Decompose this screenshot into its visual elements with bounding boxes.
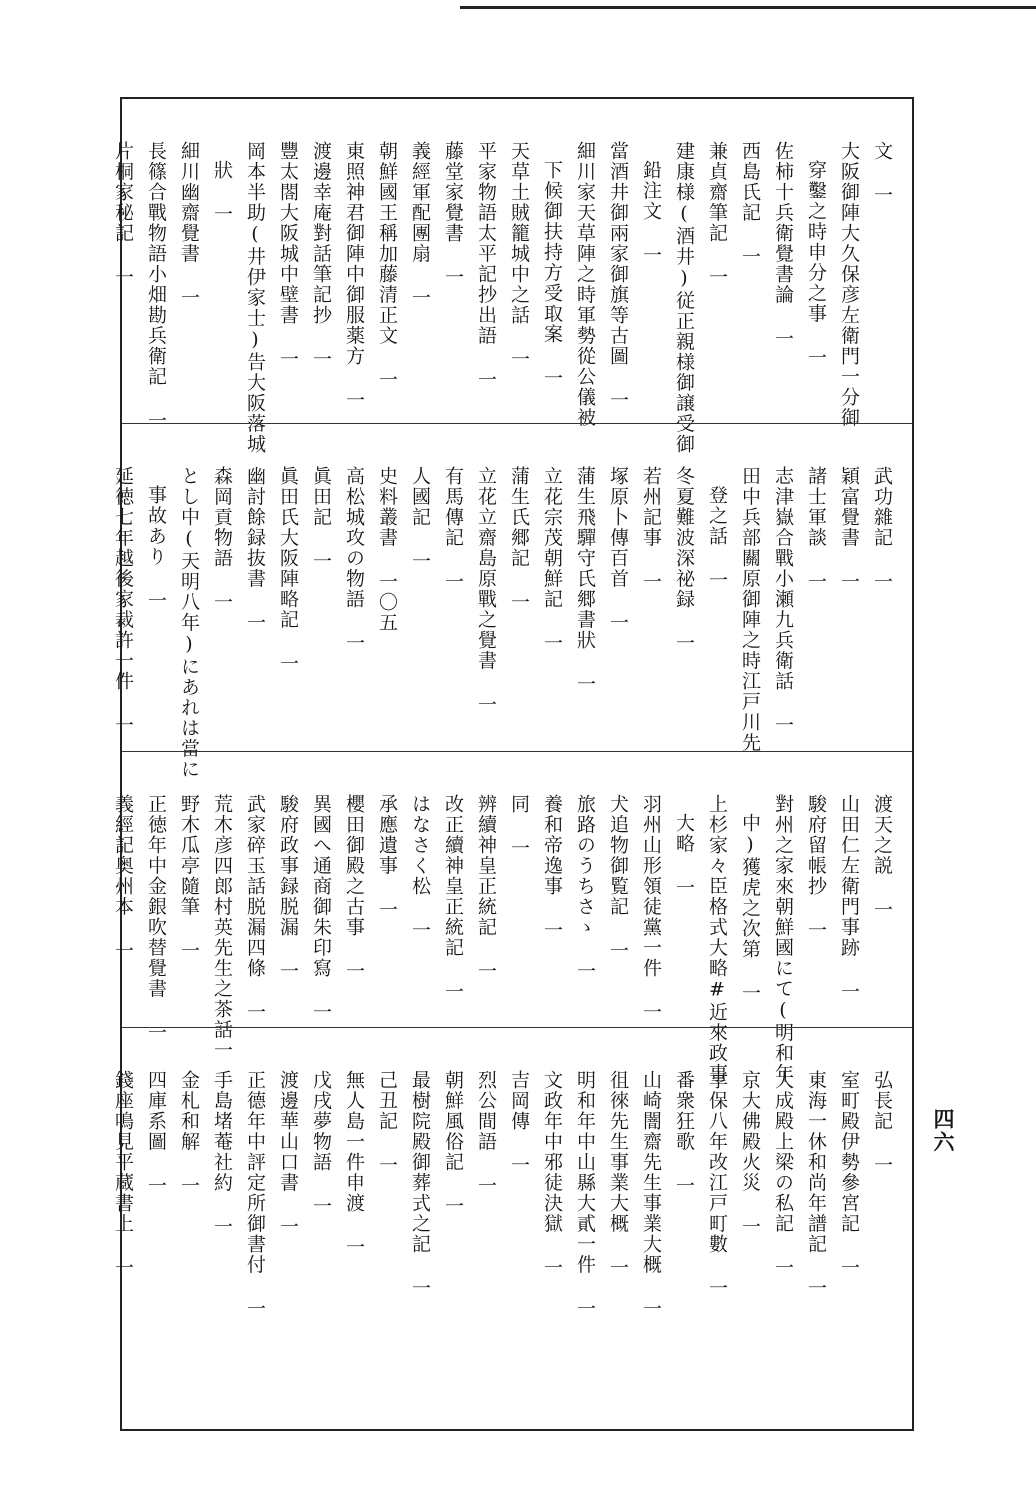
- index-entry: 弘長記 一: [871, 1070, 893, 1176]
- index-entry: 史料叢書 一〇五: [376, 466, 398, 633]
- index-entry: 人國記 一: [409, 466, 431, 572]
- index-entry: 細川幽齋覺書 一: [178, 141, 200, 308]
- index-entry: 狀 一: [211, 160, 233, 225]
- index-frame: [112, 97, 914, 1431]
- index-entry: 同 一: [508, 794, 530, 859]
- index-entry: 異國へ通商御朱印寫 一: [310, 794, 332, 1023]
- index-entry: 徂徠先生事業大概 一: [607, 1070, 629, 1278]
- index-entry: 武功雜記 一: [871, 466, 893, 592]
- index-entry: 四庫系圖 一: [145, 1070, 167, 1196]
- index-entry: 建康様(酒井)従正親様御譲受御: [673, 141, 695, 455]
- index-entry: 正徳年中金銀吹替覺書 一: [145, 794, 167, 1043]
- index-entry: 手島堵菴社約 一: [211, 1070, 233, 1237]
- index-entry: 志津嶽合戰小瀬九兵衛話 一: [772, 466, 794, 736]
- index-entry: 蒲生飛驒守氏郷書狀 一: [574, 466, 596, 695]
- index-entry: 森岡貢物語 一: [211, 466, 233, 613]
- index-entry: 藤堂家覺書 一: [442, 141, 464, 288]
- index-entry: 文 一: [871, 141, 893, 206]
- index-entry: 朝鮮風俗記 一: [442, 1070, 464, 1217]
- index-entry: 立花立齋島原戰之覺書 一: [475, 466, 497, 715]
- index-entry: 眞田氏大阪陣略記 一: [277, 466, 299, 674]
- index-entry: 最樹院殿御葬式之記 一: [409, 1070, 431, 1299]
- index-entry: 岡本半助(井伊家士)告大阪落城: [244, 141, 266, 455]
- index-entry: 對州之家來朝鮮國にて(明和年: [772, 794, 794, 1084]
- index-entry: 塚原卜傳百首 一: [607, 466, 629, 633]
- index-entry: 大略 一: [673, 813, 695, 898]
- index-entry: 無人島一件申渡 一: [343, 1070, 365, 1258]
- index-entry: 荒木彦四郎村英先生之茶話一: [211, 794, 233, 1061]
- index-entry: 若州記事 一: [640, 466, 662, 592]
- index-entry: 明和年中山縣大貳一件 一: [574, 1070, 596, 1319]
- index-entry: 山崎闇齋先生事業大概 一: [640, 1070, 662, 1319]
- index-entry: 京大佛殿火災 一: [739, 1070, 761, 1237]
- index-entry: 錢座鳴見平蔵書上 一: [112, 1070, 134, 1278]
- index-entry: 承應遺事 一: [376, 794, 398, 920]
- page-number: 四六: [931, 1108, 956, 1154]
- index-entry: 改正續神皇正統記 一: [442, 794, 464, 1002]
- index-entry: 田中兵部關原御陣之時江戸川先: [739, 466, 761, 753]
- index-entry: 冬夏難波深祕録 一: [673, 466, 695, 654]
- index-entry: 蒲生氏郷記 一: [508, 466, 530, 613]
- index-entry: 中)獲虎之次第 一: [739, 813, 761, 1004]
- index-entry: 駿府留帳抄 一: [805, 794, 827, 941]
- index-entry: とし中(天明八年)にあれは當に: [178, 466, 200, 780]
- index-entry: 己丑記 一: [376, 1070, 398, 1176]
- index-entry: 山田仁左衛門事跡 一: [838, 794, 860, 1002]
- index-entry: 有馬傳記 一: [442, 466, 464, 592]
- index-entry: 東海一休和尚年譜記 一: [805, 1070, 827, 1299]
- index-entry: 戊戌夢物語 一: [310, 1070, 332, 1217]
- index-entry: 義經軍配團扇 一: [409, 141, 431, 308]
- index-entry: 穿鑿之時申分之事 一: [805, 160, 827, 368]
- index-section-2: [112, 423, 912, 780]
- index-entry: 駿府政事録脱漏 一: [277, 794, 299, 982]
- index-entry: 細川家天草陣之時軍勢從公儀被: [574, 141, 596, 428]
- index-entry: 下候御扶持方受取案 一: [541, 160, 563, 389]
- index-entry: 兼貞齋筆記 一: [706, 141, 728, 288]
- top-rule: [460, 6, 1036, 9]
- index-section-4: [112, 1027, 912, 1429]
- index-entry: 渡邊幸庵對話筆記抄 一: [310, 141, 332, 370]
- index-entry: 平家物語太平記抄出語 一: [475, 141, 497, 390]
- index-entry: 辨續神皇正統記 一: [475, 794, 497, 982]
- index-entry: 立花宗茂朝鮮記 一: [541, 466, 563, 654]
- index-entry: 大阪御陣大久保彦左衛門一分御: [838, 141, 860, 428]
- index-entry: 諸士軍談 一: [805, 466, 827, 592]
- index-entry: 東照神君御陣中御服薬方 一: [343, 141, 365, 411]
- index-entry: 文政年中邪徒決獄 一: [541, 1070, 563, 1278]
- index-entry: 上杉家々臣格式大略#近來政事: [706, 794, 728, 1084]
- index-entry: 登之話 一: [706, 485, 728, 591]
- index-entry: 羽州山形領徒黨一件 一: [640, 794, 662, 1023]
- index-entry: 長篠合戰物語小畑勘兵衛記 一: [145, 141, 167, 431]
- index-entry: 佐柿十兵衛覺書論 一: [772, 141, 794, 349]
- index-entry: 大成殿上梁の私記 一: [772, 1070, 794, 1278]
- index-entry: 享保八年改江戸町數 一: [706, 1070, 728, 1299]
- index-entry: 豐太閤大阪城中壁書 一: [277, 141, 299, 370]
- index-entry: 事故あり 一: [145, 485, 167, 611]
- index-entry: 渡邊華山口書 一: [277, 1070, 299, 1237]
- index-entry: 穎富覺書 一: [838, 466, 860, 592]
- index-section-3: [112, 751, 912, 1084]
- index-entry: 義經記奥州本 一: [112, 794, 134, 961]
- index-entry: はなさく松 一: [409, 794, 431, 941]
- index-entry: 野木瓜亭隨筆 一: [178, 794, 200, 961]
- index-entry: 渡天之説 一: [871, 794, 893, 920]
- index-entry: 西島氏記 一: [739, 141, 761, 267]
- index-entry: 朝鮮國王稱加藤清正文 一: [376, 141, 398, 390]
- index-entry: 眞田記 一: [310, 466, 332, 572]
- index-entry: 幽討餘録抜書 一: [244, 466, 266, 633]
- index-entry: 武家碎玉話脱漏四條 一: [244, 794, 266, 1023]
- index-entry: 旅路のうちさゝ 一: [574, 794, 596, 982]
- index-entry: 養和帝逸事 一: [541, 794, 563, 941]
- index-entry: 金札和解 一: [178, 1070, 200, 1196]
- index-entry: 室町殿伊勢參宮記 一: [838, 1070, 860, 1278]
- index-entry: 犬追物御覧記 一: [607, 794, 629, 961]
- index-entry: 天草土賊籠城中之話 一: [508, 141, 530, 370]
- index-section-1: [112, 99, 912, 455]
- index-entry: 鉛注文 一: [640, 160, 662, 266]
- index-entry: 吉岡傳 一: [508, 1070, 530, 1176]
- index-entry: 延徳七年越後家裁許一件 一: [112, 466, 134, 736]
- index-entry: 櫻田御殿之古事 一: [343, 794, 365, 982]
- index-entry: 烈公間語 一: [475, 1070, 497, 1196]
- index-entry: 片桐家秘記 一: [112, 141, 134, 288]
- index-entry: 高松城攻の物語 一: [343, 466, 365, 654]
- index-entry: 當酒井御兩家御旗等古圖 一: [607, 141, 629, 411]
- index-entry: 正德年中評定所御書付 一: [244, 1070, 266, 1319]
- index-entry: 番衆狂歌 一: [673, 1070, 695, 1196]
